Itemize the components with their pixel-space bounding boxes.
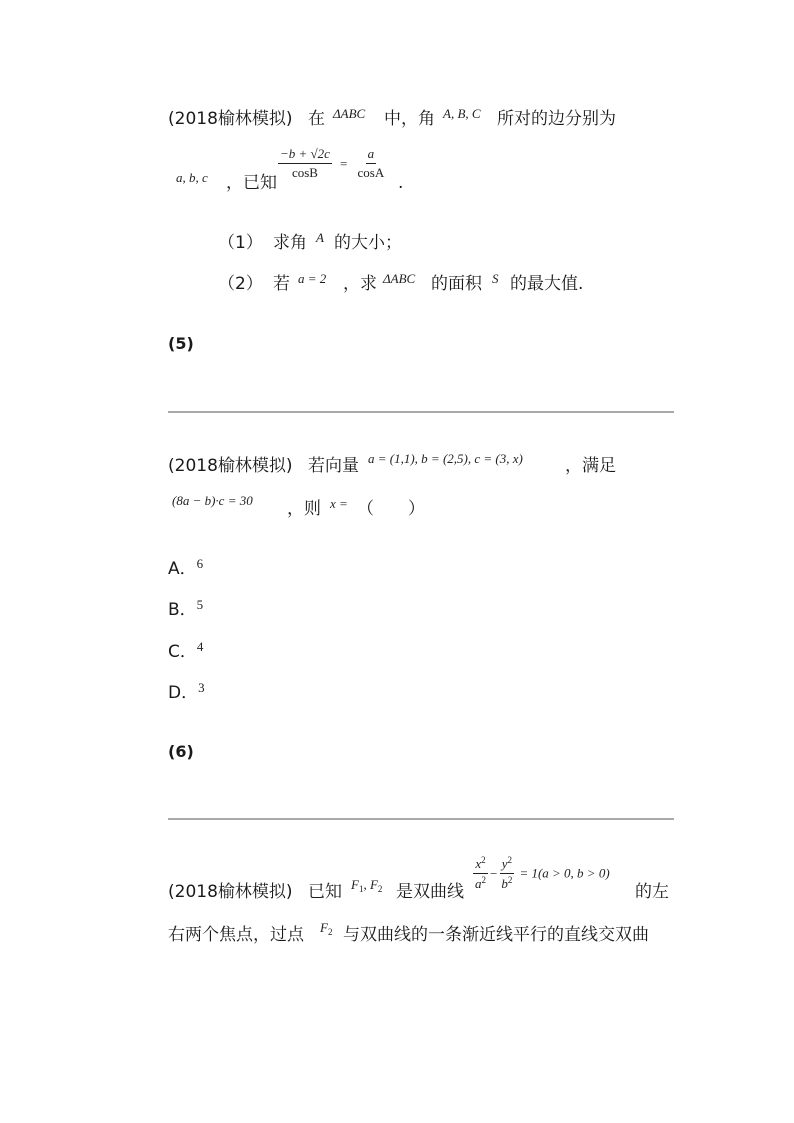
option-d[interactable] [168, 680, 205, 703]
option-label: A． [168, 559, 197, 579]
math-triangle: ΔABC [383, 271, 416, 286]
source-tag: (2018榆林模拟) [168, 456, 293, 476]
text: 的左 [635, 882, 669, 902]
option-value: 6 [196, 556, 204, 571]
part-2-label: （2） [218, 274, 263, 294]
text: . [398, 173, 404, 193]
option-c[interactable] [168, 639, 203, 662]
math-F2: $F_2$ [320, 920, 333, 937]
text: 若向量 [308, 456, 359, 476]
divider [168, 818, 674, 820]
text: 的大小； [334, 233, 402, 253]
text: （ ） [357, 499, 425, 519]
text: 若 [273, 274, 290, 294]
text: 是双曲线 [396, 882, 464, 902]
option-value: 3 [198, 680, 205, 695]
text: ，求 [343, 274, 377, 294]
text: ，已知 [226, 173, 277, 193]
text: 右两个焦点，过点 [168, 925, 304, 945]
text: ，则 [287, 499, 321, 519]
source-tag: (2018榆林模拟) [168, 882, 293, 902]
math-triangle: ΔABC [333, 106, 366, 121]
source-tag: (2018榆林模拟) [168, 109, 293, 129]
math-angles: A, B, C [443, 106, 481, 121]
math-A: A [316, 230, 324, 245]
text: ，满足 [565, 456, 616, 476]
option-a[interactable] [168, 556, 203, 579]
math-vectors: a = (1,1), b = (2,5), c = (3, x) [368, 451, 523, 466]
fraction-left: $\frac{-b + √2c}{\cos B}$ [280, 146, 330, 180]
text: 中，角 [384, 109, 435, 129]
option-label: C． [168, 642, 197, 662]
hyperbola-rhs: = 1(a > 0, b > 0) [519, 865, 610, 881]
problem-number: (5) [168, 334, 194, 353]
option-value: 5 [196, 597, 204, 612]
option-value: 4 [196, 639, 204, 654]
text: 在 [308, 109, 325, 129]
text: 所对的边分别为 [497, 109, 616, 129]
part-1-label: （1） [218, 233, 263, 253]
math-S: S [492, 271, 499, 286]
text: 的最大值. [510, 274, 584, 294]
divider [168, 411, 674, 413]
given-equation: $\frac{-b + √2c}{\cos B}$ = $\frac{a}{\cos A}$ [280, 146, 385, 180]
math-foci: $F_1$, $F_2$ [351, 877, 383, 894]
text: 的面积 [431, 274, 482, 294]
math-sides: a, b, c [176, 170, 208, 185]
fraction-right: $\frac{a}{\cos A}$ [357, 146, 385, 180]
text: 已知 [308, 882, 342, 902]
text: 求角 [273, 233, 307, 253]
text: 与双曲线的一条渐近线平行的直线交双曲 [343, 925, 649, 945]
option-label: B． [168, 600, 197, 620]
math-x: x = [330, 496, 348, 511]
hyperbola-equation: $\frac{x^2}{a^2}$ − $\frac{y^2}{b^2}$ = 1(a > 0, b > 0) [475, 855, 610, 891]
math-a-eq-2: a = 2 [298, 271, 327, 286]
option-b[interactable] [168, 597, 203, 620]
problem-number: (6) [168, 742, 194, 761]
math-condition: (8a − b)·c = 30 [172, 493, 253, 508]
option-label: D． [168, 683, 199, 703]
